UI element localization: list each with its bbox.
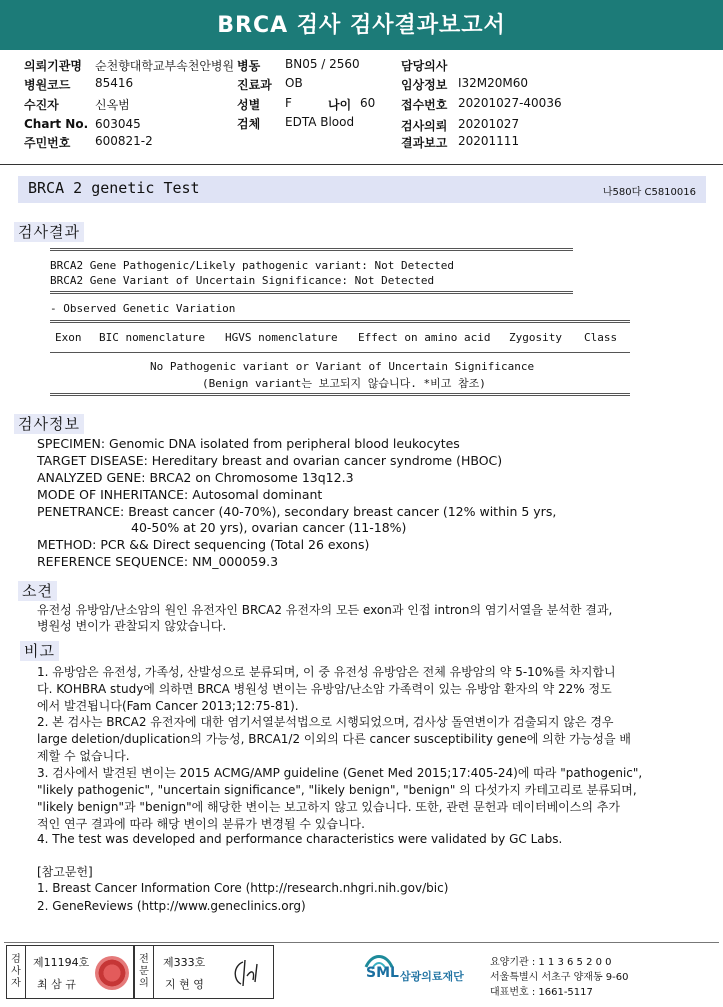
note-line: 적인 연구 결과에 따라 해당 변이의 분류가 변경될 수 있습니다. <box>37 817 365 831</box>
info-label: 결과보고 <box>401 136 448 150</box>
tester-number: 제11194호 <box>33 956 90 969</box>
info-value: BN05 / 2560 <box>285 57 360 71</box>
info-label: 주민번호 <box>24 136 71 150</box>
reference-item: 2. GeneReviews (http://www.geneclinics.org) <box>37 899 306 913</box>
note-line: "likely pathogenic", "uncertain significance", "likely benign", "benign" 의 다섯가지 카테고리로 분류되며, <box>37 783 637 797</box>
info-reference: REFERENCE SEQUENCE: NM_000059.3 <box>37 554 279 569</box>
info-value: 순천향대학교부속천안병원 <box>95 59 235 73</box>
info-penetrance-cont: 40-50% at 20 yrs), ovarian cancer (11-18%) <box>131 520 407 535</box>
info-value: 신옥범 <box>95 98 130 112</box>
column-header: Class <box>584 331 618 344</box>
info-label: 의뢰기관명 <box>24 59 82 73</box>
info-value: 60 <box>360 96 376 110</box>
org-phone: 대표번호 : 1661-5117 <box>490 987 593 998</box>
section-title-result: 검사결과 <box>14 222 84 242</box>
info-disease: TARGET DISEASE: Hereditary breast and ovarian cancer syndrome (HBOC) <box>37 453 503 468</box>
observed-label: - Observed Genetic Variation <box>50 302 236 315</box>
info-inheritance: MODE OF INHERITANCE: Autosomal dominant <box>37 487 323 502</box>
approver-box <box>134 945 274 999</box>
org-code: 요양기관 : 1 1 3 6 5 2 0 0 <box>490 957 612 968</box>
reference-item: 1. Breast Cancer Information Core (http://research.nhgri.nih.gov/bic) <box>37 881 449 895</box>
column-header: Zygosity <box>509 331 562 344</box>
column-header: Exon <box>55 331 82 344</box>
footer <box>4 942 719 1002</box>
info-value: OB <box>285 76 303 90</box>
note-line: 3. 검사에서 발견된 변이는 2015 ACMG/AMP guideline (Genet Med 2015;17:405-24)에 따라 "pathogenic", <box>37 766 643 780</box>
column-header: HGVS nomenclature <box>225 331 338 344</box>
divider <box>50 320 630 323</box>
info-method: METHOD: PCR && Direct sequencing (Total 26 exons) <box>37 537 370 552</box>
info-value: 20201111 <box>458 134 520 148</box>
test-name-bar <box>18 176 706 203</box>
approver-label: 전문의 <box>139 954 149 989</box>
tester-name: 최 삼 규 <box>37 978 76 991</box>
tester-box <box>6 945 134 999</box>
note-line: 1. 유방암은 유전성, 가족성, 산발성으로 분류되며, 이 중 유전성 유방암은 전체 유방암의 약 5-10%를 차지합니 <box>37 665 616 679</box>
info-penetrance: PENETRANCE: Breast cancer (40-70%), secondary breast cancer (12% within 5 yrs, <box>37 504 557 519</box>
logo-text: SML <box>366 965 399 981</box>
column-header: Effect on amino acid <box>358 331 491 344</box>
tester-label: 검사자 <box>11 954 21 989</box>
approver-name: 지 현 영 <box>165 978 204 991</box>
divider <box>153 946 154 998</box>
finding-line: 유전성 유방암/난소암의 원인 유전자인 BRCA2 유전자의 모든 exon과 인접 intron의 염기서열을 분석한 결과, <box>37 603 613 617</box>
info-label: 검사의뢰 <box>401 119 448 133</box>
info-label: 수진자 <box>24 98 59 112</box>
info-value: 85416 <box>95 76 134 90</box>
info-gene: ANALYZED GENE: BRCA2 on Chromosome 13q12.3 <box>37 470 354 485</box>
note-line: large deletion/duplication의 가능성, BRCA1/2 이외의 다른 cancer susceptibility gene에 의한 가능성을 배 <box>37 732 631 746</box>
section-title-finding: 소견 <box>18 581 57 601</box>
section-title-notes: 비고 <box>20 641 59 661</box>
info-value: EDTA Blood <box>285 115 355 129</box>
info-label: 성별 <box>237 98 261 112</box>
divider <box>50 248 573 251</box>
report-title: BRCA 검사 검사결과보고서 <box>0 0 723 50</box>
info-value: I32M20M60 <box>458 76 529 90</box>
info-value: 603045 <box>95 117 141 131</box>
info-label: 병동 <box>237 59 261 73</box>
info-label: 진료과 <box>237 78 272 92</box>
info-label: 임상정보 <box>401 78 448 92</box>
info-specimen: SPECIMEN: Genomic DNA isolated from peripheral blood leukocytes <box>37 436 460 451</box>
org-address: 서울특별시 서초구 양재동 9-60 <box>490 972 629 983</box>
section-title-info: 검사정보 <box>14 414 84 434</box>
divider <box>50 352 630 353</box>
patient-info <box>0 52 723 165</box>
info-value: 20201027 <box>458 117 520 131</box>
approver-signature <box>227 956 267 990</box>
column-header: BIC nomenclature <box>99 331 205 344</box>
info-label: 검체 <box>237 117 261 131</box>
test-code: 나580다 C5810016 <box>602 187 696 198</box>
finding-line: 병원성 변이가 관찰되지 않았습니다. <box>37 619 227 633</box>
note-line: 다. KOHBRA study에 의하면 BRCA 병원성 변이는 유방암/난소암 가족력이 있는 유방암 환자의 약 22% 정도 <box>37 682 612 696</box>
info-label: 병원코드 <box>24 78 71 92</box>
info-value: F <box>285 96 292 110</box>
info-label: Chart No. <box>24 117 89 131</box>
note-line: "likely benign"과 "benign"에 해당한 변이는 보고하지 않고 있습니다. 또한, 관련 문헌과 데이터베이스의 추가 <box>37 800 620 814</box>
no-variant-note: (Benign variant는 보고되지 않습니다. *비고 참조) <box>202 377 486 390</box>
org-name: 삼광의료재단 <box>400 970 464 983</box>
divider <box>25 946 26 998</box>
info-value: 600821-2 <box>95 134 153 148</box>
approver-number: 제333호 <box>163 956 206 969</box>
info-label: 접수번호 <box>401 98 448 112</box>
result-line: BRCA2 Gene Variant of Uncertain Significance: Not Detected <box>50 274 435 287</box>
test-name: BRCA 2 genetic Test <box>28 179 200 197</box>
note-line: 에서 발견됩니다(Fam Cancer 2013;12:75-81). <box>37 699 299 713</box>
tester-seal <box>95 956 129 990</box>
result-line: BRCA2 Gene Pathogenic/Likely pathogenic variant: Not Detected <box>50 259 454 272</box>
references-title: [참고문헌] <box>37 865 93 879</box>
no-variant-text: No Pathogenic variant or Variant of Uncertain Significance <box>150 360 535 373</box>
divider <box>50 393 630 396</box>
note-line: 제할 수 없습니다. <box>37 749 130 763</box>
info-label: 담당의사 <box>401 59 448 73</box>
note-line: 2. 본 검사는 BRCA2 유전자에 대한 염기서열분석법으로 시행되었으며, 검사상 돌연변이가 검출되지 않은 경우 <box>37 715 614 729</box>
info-label: 나이 <box>328 98 352 112</box>
note-line: 4. The test was developed and performance characteristics were validated by GC Labs. <box>37 832 563 846</box>
divider <box>50 291 573 294</box>
info-value: 20201027-40036 <box>458 96 562 110</box>
